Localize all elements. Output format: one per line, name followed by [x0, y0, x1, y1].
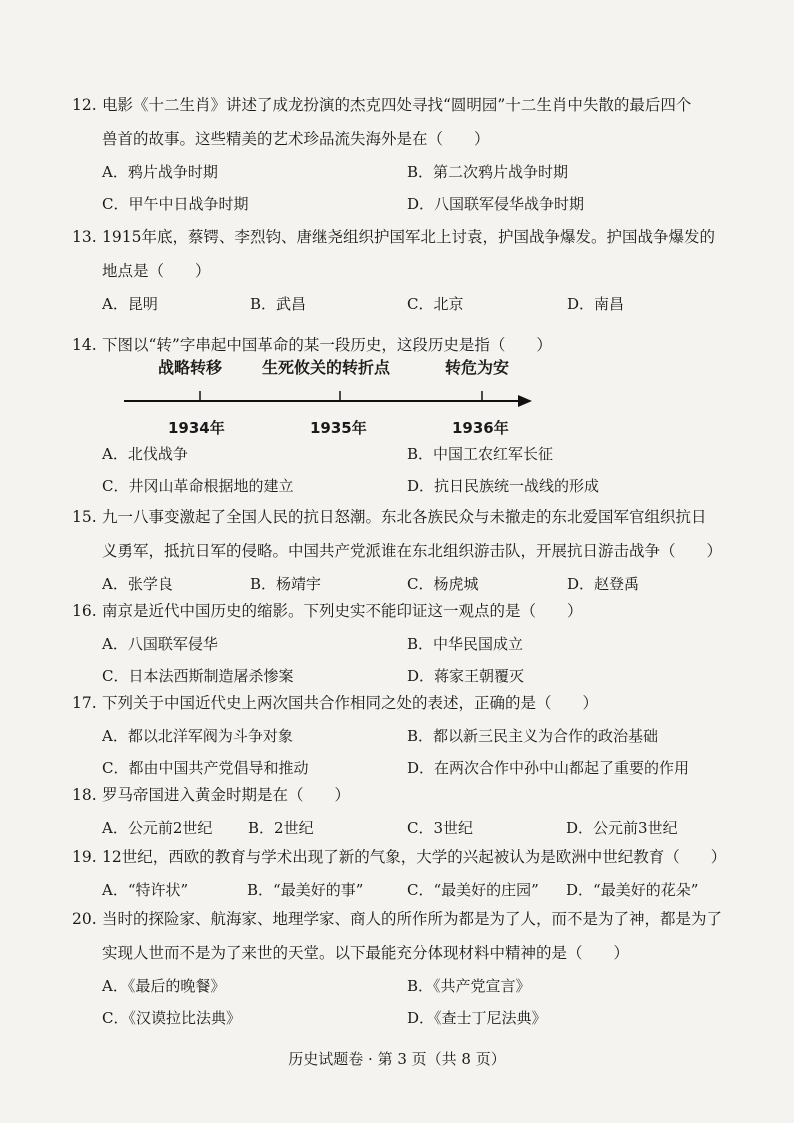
option-d[interactable]: D．赵登禹	[567, 575, 640, 593]
option-b[interactable]: B．第二次鸦片战争时期	[407, 163, 569, 181]
question-18	[72, 778, 752, 844]
option-a[interactable]: A．昆明	[102, 295, 158, 313]
question-text: 当时的探险家、航海家、地理学家、商人的所作所为都是为了人，而不是为了神，都是为了	[102, 910, 723, 928]
question-text: 电影《十二生肖》讲述了成龙扮演的杰克四处寻找“圆明园”十二生肖中失散的最后四个	[102, 96, 692, 114]
option-d[interactable]: D．在两次合作中孙中山都起了重要的作用	[407, 759, 690, 777]
question-20	[72, 902, 752, 1034]
options-row	[72, 720, 752, 752]
options-row	[72, 628, 752, 660]
question-text: 实现人世而不是为了来世的天堂。以下最能充分体现材料中精神的是（ ）	[102, 944, 630, 962]
timeline-label: 战略转移	[158, 358, 223, 377]
option-b[interactable]: B．杨靖宇	[250, 575, 322, 593]
question-text: 罗马帝国进入黄金时期是在（ ）	[102, 786, 351, 804]
option-c[interactable]: C．日本法西斯制造屠杀惨案	[102, 667, 294, 685]
timeline-year: 1934年	[168, 419, 225, 437]
option-c[interactable]: C．3世纪	[407, 819, 474, 837]
question-number: 13.	[72, 228, 97, 246]
question-14-options	[72, 438, 752, 502]
question-text: 1915年底，蔡锷、李烈钧、唐继尧组织护国军北上讨袁，护国战争爆发。护国战争爆发的	[102, 228, 715, 246]
question-number: 12.	[72, 96, 97, 114]
question-12	[72, 88, 752, 220]
option-b[interactable]: B．“最美好的事”	[247, 881, 364, 899]
question-text: 南京是近代中国历史的缩影。下列史实不能印证这一观点的是（ ）	[102, 602, 583, 620]
option-a[interactable]: A．鸦片战争时期	[102, 163, 218, 181]
option-a[interactable]: A．《最后的晚餐》	[102, 977, 226, 995]
option-a[interactable]: A．北伐战争	[102, 445, 188, 463]
option-c[interactable]: C．北京	[407, 295, 464, 313]
option-d[interactable]: D．南昌	[567, 295, 625, 313]
option-d[interactable]: D．公元前3世纪	[566, 819, 678, 837]
options-row	[72, 188, 752, 220]
option-d[interactable]: D．蒋家王朝覆灭	[407, 667, 525, 685]
option-d[interactable]: D．《查士丁尼法典》	[407, 1009, 547, 1027]
question-text: 兽首的故事。这些精美的艺术珍品流失海外是在（ ）	[102, 130, 490, 148]
option-c[interactable]: C．杨虎城	[407, 575, 479, 593]
question-number: 17.	[72, 694, 97, 712]
option-a[interactable]: A．公元前2世纪	[102, 819, 213, 837]
timeline-year: 1936年	[452, 419, 509, 437]
question-number: 18.	[72, 786, 97, 804]
option-b[interactable]: B．《共产党宣言》	[407, 977, 531, 995]
option-d[interactable]: D．“最美好的花朵”	[566, 881, 699, 899]
option-c[interactable]: C．井冈山革命根据地的建立	[102, 477, 294, 495]
question-17	[72, 686, 752, 784]
question-text: 九一八事变激起了全国人民的抗日怒潮。东北各族民众与未撤走的东北爱国军官组织抗日	[102, 508, 707, 526]
question-19	[72, 840, 752, 906]
question-number: 15.	[72, 508, 97, 526]
option-c[interactable]: C．“最美好的庄园”	[407, 881, 539, 899]
question-text: 下图以“转”字串起中国革命的某一段历史，这段历史是指（ ）	[102, 336, 552, 354]
question-number: 16.	[72, 602, 97, 620]
question-15	[72, 500, 752, 600]
options-row	[72, 470, 752, 502]
timeline-label: 生死攸关的转折点	[262, 358, 391, 377]
option-b[interactable]: B．中国工农红军长征	[407, 445, 554, 463]
page-footer: 历史试题卷 · 第 3 页（共 8 页）	[288, 1050, 506, 1068]
option-d[interactable]: D．八国联军侵华战争时期	[407, 195, 585, 213]
timeline-figure	[100, 355, 550, 445]
option-b[interactable]: B．武昌	[250, 295, 307, 313]
question-13	[72, 220, 752, 320]
question-number: 19.	[72, 848, 97, 866]
option-c[interactable]: C．都由中国共产党倡导和推动	[102, 759, 309, 777]
options-row	[72, 1002, 752, 1034]
options-row	[72, 970, 752, 1002]
question-text: 下列关于中国近代史上两次国共合作相同之处的表述，正确的是（ ）	[102, 694, 599, 712]
option-a[interactable]: A．张学良	[102, 575, 173, 593]
question-16	[72, 594, 752, 692]
timeline-year: 1935年	[310, 419, 367, 437]
question-number: 20.	[72, 910, 97, 928]
options-row	[72, 156, 752, 188]
option-a[interactable]: A．“特许状”	[102, 881, 189, 899]
option-c[interactable]: C．甲午中日战争时期	[102, 195, 249, 213]
option-a[interactable]: A．都以北洋军阀为斗争对象	[102, 727, 293, 745]
question-text: 地点是（ ）	[102, 262, 211, 280]
options-row	[72, 438, 752, 470]
question-text: 义勇军，抵抗日军的侵略。中国共产党派谁在东北组织游击队，开展抗日游击战争（ ）	[102, 542, 723, 560]
question-text: 12世纪，西欧的教育与学术出现了新的气象，大学的兴起被认为是欧洲中世纪教育（ ）	[102, 848, 727, 866]
options-row	[72, 288, 752, 320]
question-number: 14.	[72, 336, 97, 354]
timeline-label: 转危为安	[445, 358, 510, 377]
option-b[interactable]: B．都以新三民主义为合作的政治基础	[407, 727, 659, 745]
option-a[interactable]: A．八国联军侵华	[102, 635, 218, 653]
option-c[interactable]: C．《汉谟拉比法典》	[102, 1009, 241, 1027]
option-d[interactable]: D．抗日民族统一战线的形成	[407, 477, 600, 495]
option-b[interactable]: B．中华民国成立	[407, 635, 524, 653]
option-b[interactable]: B．2世纪	[248, 819, 314, 837]
